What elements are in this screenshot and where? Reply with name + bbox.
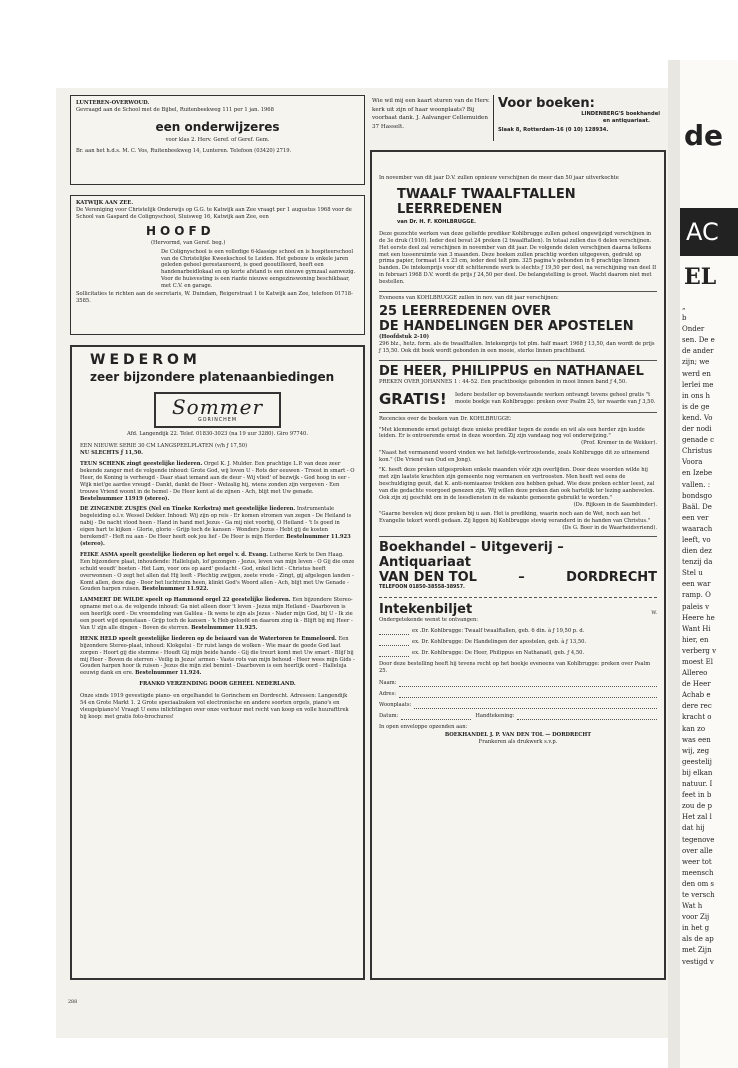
book-author: van Dr. H. F. KOHLBRUGGE. [397,218,476,225]
form-title: Intekenbiljet [379,602,473,618]
book-description: Deze gezochte werken van deze geliefde prediker Kohlbrugge zullen geheel ongewijzigd verschijnen in de 3e druk (1910). Ieder deel bevat 24 preken (2 twaalftallen). In totaal zullen dus 6 delen verschijnen. Het eerste deel zal verschijnen in november van dit jaar. De volgende delen verschijnen daarna telkens met een tussenruimte van 3 maanden. Deze boeken zullen prachtig worden uitgegeven, gedrukt op prima papier, formaat 14 x 23 cm, ieder deel telt pim. 325 pagina's gebonden in 6 prachtige linnen banden. De intekenprijs voor dit schitterende werk is slechts ƒ 19,50 per deel, na verschijning van deel II in februari 1968 D.V. wordt de prijs ƒ 24,50 per deel. De belangstelling is groot. Wacht daarom niet met bestellen. [379,230,657,286]
ad-title: KATWIJK AAN ZEE. [76,200,134,206]
record-title: HENK HELD speelt geestelijke liederen op de beiaard van de Watertoren te Emmeloord. [80,635,337,642]
facing-text-line: moest El [682,658,713,666]
review-source: (Ds G. Boer in de Waarheidsvriend). [562,525,657,532]
reviews-title: Recencies over de boeken van Dr. KOHLBRUGGE: [379,415,512,422]
book-title-3: 25 LEERREDENEN OVER [379,303,552,319]
order-options [379,628,657,657]
field-naam[interactable] [379,680,657,687]
facing-text-line: in het g [682,924,710,933]
ad-wederom [70,345,365,980]
ad-title: LUNTEREN-OVERWOUD. [76,100,150,106]
ad-intro: De Vereniging voor Christelijk Onderwijs op G.G. te Katwijk aan Zee vraagt per 1 augustus 1968 voor de School van Gaspard de Colignyschool, Sluisweg 16, Katwijk aan Zee, een [76,206,352,220]
order-option[interactable] [379,628,657,635]
facing-text-line: werd en [682,369,711,378]
facing-text-line: tenzij da [682,558,713,567]
also-text: Eveneens van KOHLBRUGGE zullen in nov. van dit jaar verschijnen: [379,295,559,302]
order-option-label: ex .Dr. Kohlbrugge: Twaalf twaalftallen, geb. 6 din. à ƒ 19,50 p. d. [412,628,585,635]
review-source: (Ds. Rijksen in de Saambinder). [573,501,657,508]
facing-text-line: de ander [682,347,714,356]
facing-text-line: weer tot [682,857,712,866]
record-order-number: Bestelnummer 11.925. [191,624,258,631]
field-datum[interactable] [379,713,657,720]
field-woonplaats[interactable] [379,702,657,709]
form-code: W. [651,611,657,617]
divider [493,95,494,141]
record-description: Orgel K. J. Mulder. Een prachtige L.P. van deze zeer bekende zanger met de volgende inhoud: Grote God, wij loven U - Rots der eeuwen - Troost in smart - O Heer, de Koning is verheugd - Daar staat iemand aan de deur - Wij vlied' of bezwijk - God hoog in eer - Wijk niet'ge aardse vreugd - Dankt, dankt de Heer - Welzalig hij, wiens zonden zijn vergeven - Een trouwe Vriend woont in de hemel - De Heer kent al de zijnen - Ach, blijt met Uw genade. [80,461,355,495]
series-price: NU SLECHTS ƒ 11,50. [80,450,143,457]
shop-name-2: en antiquariaat. [602,117,650,124]
facing-text-line: vestigd v [682,957,714,966]
facing-text-line: Achab e [682,691,711,700]
sommer-logo [154,392,281,428]
facing-text-line: meensch [682,868,714,877]
facing-text-line: de Heer [682,680,711,689]
record-order-number: Bestelnummer 11.923 (stereo). [80,534,351,547]
facing-text-line: geestelij [682,757,712,766]
facing-text-line: kan zo [682,724,706,733]
facing-headline-1: de [684,119,724,152]
quantity-field[interactable] [379,629,409,635]
record-list [80,461,355,677]
record-order-number: Bestelnummer 11.924. [135,670,202,677]
record-item [80,461,355,502]
review-quote: "K. heeft deze preken uitgesproken enkele maanden vóór zijn overlijden. Door deze woorden wilde hij met zijn laatste krachten zijn gemeente nog vermanen en vertroosten. Men heeft wel eens de beschuldiging geuit, dat K. anti-nomiaanse trekken zou hebben gehad. Wie deze preken echter leest, zal van die gedachte voorgoed genezen zijn. Wij willen deze preken dan ook hartelijk ter lezing aanbevelen. Ook zijn zij geschikt om in de leesdiensten in de vakante gemeente gebruikt te worden." [379,467,655,501]
field-label: Naam: [379,679,397,686]
facing-text-line: der nodi [682,425,712,434]
review-quote: "Gaarne bevelen wij deze preken bij u aan. Het is prediking, waarin noch aan de Wet, noch aan het Evangelie tekort wordt gedaan. Zij liggen bij Kohlbrugge stevig veranderd in de handen van Christus." [379,511,651,525]
facing-text-line: Baäl. De [682,502,712,511]
facing-text-line: zijn; we [682,358,710,367]
record-description: Een bijzondere Stereo-plaat, inhoud: Klokgelui - Er ruist langs de wolken - Wie maar de goede God laat zorgen - Hoort gij die stemme - Houdt Gij mijn beide hande - Gij die treurt komt met Uw smart - Blijf bij mij Heer - Boven de sterren - Veilig in Jezus' armen - Vaste rots van mijn behoud - Heer wees mijn Gids - Gouden harpen hoor ik ruisen - Jezus die mijn ziel bemint - Daarboven is een heerlijk oord - Halleluja eeuwig dank en ere. [80,635,355,677]
facing-text-line: „ [682,303,686,311]
shop-phone: TELEFOON 01850-38558-38957. [379,585,465,591]
field-label: Handtekening: [475,712,515,719]
facing-text-line: voor Zij [682,913,710,922]
facing-text-line: den om s [682,879,715,888]
record-item [80,597,355,632]
facing-text-line: natuur. I [682,780,713,789]
record-item [80,636,355,677]
facing-text-line: een war [682,580,711,589]
record-item [80,506,355,547]
order-option[interactable] [379,639,657,646]
facing-page [680,60,738,1068]
facing-text-line: Heere he [682,613,715,622]
record-title: LAMMERT DE WILDE speelt op Hammond orgel 22 geestelijke liederen. [80,597,291,604]
ad-sub: voor klas 2. Herv. Geref. of Geref. Gem. [165,136,270,143]
field-label: Datum: [379,712,399,719]
record-title: FEIKE ASMA speelt geestelijke liederen op het orgel v. d. Evang. [80,551,269,558]
ad-closing: Sollicitaties te richten aan de secretaris, W. Duindam, Reigerstraat 1 te Katwijk aan Zee, telefoon 01718-3585. [76,291,353,304]
facing-headline-3: EL [684,264,717,290]
facing-text-line: verberg v [682,646,717,655]
form-footer: In open enveloppe opzenden aan: [379,723,468,730]
facing-text-line: over alle [682,846,713,855]
chapter-note: (Hoofdstuk 2-10) [379,333,430,340]
facing-text-line: bondsgo [682,491,712,500]
facing-text-line: Het zal l [682,813,712,822]
facing-text-line: was een [682,735,711,744]
record-order-number: Bestelnummer 11919 (stereo). [80,495,170,502]
facing-text-line: vallen. : [682,480,711,489]
ad-subtitle: zeer bijzondere platenaanbiedingen [90,370,335,384]
shop-name: VAN DEN TOL [379,570,477,586]
facing-text-line: waarach [682,524,713,533]
record-description: Een bijzondere Stereo-opname met o.a. de volgende inhoud: Ga niet alleen door 't leven - Jezus mijn Heiland - Daarboven is een heerlijk oord - De vreemdeling van Galilea - Ik wens te zijn als Jezus - Nader mijn God, bij U - Ik zie een poort wijd openstaan - Grijp toch de kansen - 'k Heb geloofd en daarom zing ik - Blijft bij mij Heer - Van U zijn alle dingen - Boven de sterren. [80,597,353,631]
ad-lunteren [70,95,365,185]
field-line[interactable] [414,703,657,709]
facing-text-line: kend. Vo [682,413,713,422]
field-line[interactable] [401,714,471,720]
facing-text-line: zou de p [682,802,712,811]
ad-address: Afd. Langendijk 22. Telef. 01830-3023 (na 19 uur 3280). Giro 97740. [127,431,308,438]
facing-text-line: met Zijn [682,946,712,955]
field-adres[interactable] [379,691,657,698]
facing-text-line: ramp. O [682,591,711,600]
ad-kaart: Wie wil mij een kaart sturen van de Herv. kerk uit zijn of haar woonplaats? Bij voorbaat dank. J. Aalvanger Cellemuiden 37 Hasselt. [372,98,490,130]
book-title-5: DE HEER, PHILIPPUS en NATHANAEL [379,363,644,379]
logo-city: GORINCHEM [198,418,237,423]
divider [379,412,657,413]
shipping-note: FRANKO VERZENDING DOOR GEHEEL NEDERLAND. [139,681,296,688]
book-title-2: LEERREDENEN [397,201,503,217]
book-title: TWAALF TWAALFTALLEN [397,186,576,202]
facing-text-line: hier, en [682,635,709,644]
ad-paragraph: Voor de huisvesting is een riante nieuwe eengezinswoning beschikbaar, met C.V. en garage. [161,276,350,290]
divider [379,360,657,361]
ad-title: Voor boeken: [498,96,595,111]
shop-address: Slaak 8, Rotterdam-16 (0 10) 128934. [498,126,609,133]
field-line[interactable] [399,681,657,687]
review-quote: "Met klemmende ernst getuigt deze unieke prediker tegen de zonde en wil als een herder zijn kudde leiden. Er is ontroerende ernst in deze woorden. Zij zijn vandaag nog vol onderwijzing." [379,426,645,440]
gratis-text: Iedere besteller op bovenstaande werken ontvangt tevens geheel gratis "t mooie boekje van Kohlbrugge: preken over Psalm 25, ter waarde van ƒ 3,50. [455,391,656,405]
record-description: Lutherse Kerk te Den Haag. Een bijzondere plaat, inhoudende: Hallelujah, lof gezongen - Jezus, leven van mijn leven - O Gij die onze schuld woudt' boeten - Het Lam, voor ons op aard' geslacht - God, enkel licht - Christus heeft overwonnen - O zegt het allen dat Hij leeft - Plechtig zwijgen, zoete vrede - Zingt, gij afgelegen landen - Komt allen, deze dag - Door het luchtruim heen, klinkt God's Woord allen - Ach, blijt met Uw Genade - Gouden harpen ruisen. [80,551,355,593]
facing-text-line: en Izebe [682,469,713,478]
facing-text-line: Stel u [682,569,703,578]
form-intro: Ondergetekende wenst te ontvangen: [379,617,479,624]
gratis-label: GRATIS! [379,389,447,408]
facing-text-line: leeft, vo [682,535,711,544]
facing-headline-2: AC [680,208,738,256]
facing-text-line: Voora [682,458,703,467]
book-title-4: DE HANDELINGEN DER APOSTELEN [379,318,634,334]
facing-text-line: feet in b [682,791,712,800]
shop-dash: – [518,570,525,586]
facing-text-line: in ons h [682,391,711,400]
ad-voor-boeken [498,96,666,134]
record-title: TEUN SCHENK zingt geestelijke liederen. [80,461,203,468]
field-line[interactable] [399,692,657,698]
ad-kohlbrugge [370,150,666,980]
ad-paragraph: De Colignyschool is een volledige 6-klassige school en is hospiteerschool van de Christelijke Kweekschool te Leiden. Het gebouw is enkele jaren geleden geheel gerestaureerd, is goed geoutilleerd, heeft een handenarbeidlokaal en op korte afstand is een nieuwe gymzaal aanwezig. [161,248,356,276]
ad-sub: (Hervormd, van Geref. beg.) [151,239,226,246]
order-option[interactable] [379,650,657,657]
facing-text-line: kracht o [682,713,712,722]
facing-text-line: als de ap [682,935,714,944]
record-description: Instrumentale begeleiding o.l.v. Wessel Dekker. Inhoud: Wij zijn op reis - Er komen stromen van zegen - De Heiland is nabij - De nacht vlood heen - Hand in hand met Jezus - Ga mij niet voorbij, O Heiland - 't Is goed in eigen hart te kijken - Glorie, glorie - Grijp toch de kansen - Wonders Jezus - Hebt gij de kosten berekend? - Heft nu aan - De Heer heeft ook jou lief - De Heer is mijn Herder. [80,506,352,541]
record-title: DE ZINGENDE ZUSJES (Nel en Tineke Kerkstra) met geestelijke liederen. [80,506,296,513]
cut-line [379,597,657,599]
quantity-field[interactable] [379,651,409,657]
field-line[interactable] [517,714,657,720]
book-description-3: PREKEN OVER JOHANNES 1 : 44-52. Een prachtboekje gebonden in mooi linnen band ƒ 4,50. [379,378,627,385]
facing-text-line: een ver [682,513,709,522]
facing-text-line: genade c [682,436,715,445]
facing-text-line: tegenove [682,835,715,844]
facing-text-line: b [682,314,687,323]
ad-intro: In november van dit jaar D.V. zullen opnieuw verschijnen de meer dan 50 jaar uitverkochte [379,175,619,181]
logo-name: Sommer [171,395,264,419]
ad-katwijk [70,195,365,335]
facing-text-line: Allereo [682,669,708,678]
facing-text-line: paleis v [682,602,710,611]
facing-column [680,302,738,1068]
book-description-2: 296 blz., hetz. form. als de twaalftallen. Intekenprijs tot plm. half maart 1968 ƒ 13,50, dan wordt de prijs ƒ 15,50. Ook dit boek wordt gebonden in een mooie, sterke linnen prachtband. [379,340,655,354]
facing-text-line: Wat h [682,902,703,911]
facing-text-line: Want Hi [682,624,711,633]
page-number: 288 [68,1000,78,1005]
ad-intro: Gevraagd aan de School met de Bijbel, Ruitenbeekweg 111 per 1 jan. 1968 [76,106,274,113]
order-option-label: ex. Dr. Kohlbrugge: De Handelingen der apostelen, geb. à ƒ 13,50. [412,639,587,646]
facing-text-line: dien dez [682,547,712,556]
field-label: Adres: [379,690,397,697]
field-label: Woonplaats: [379,701,412,708]
facing-text-line: wij, zeg [682,746,710,755]
facing-text-line: dat hij [682,824,705,833]
shop-heading: Boekhandel – Uitgeverij – Antiquariaat [379,540,564,571]
ad-heading: HOOFD [146,223,215,238]
form-stamp: Frankeren als drukwerk s.v.p. [478,739,558,746]
facing-text-line: sen. De e [682,336,715,345]
review-source: (Prof. Kremer in de Wekker). [581,440,657,447]
ad-footer: Onze sinds 1919 gevestigde piano- en orgelhandel te Gorinchem en Dordrecht. Adressen: Langendijk 54 en Grote Markt 1. 2 Grote speciaalzaken vol electronische en andere soorten orgels, piano's en vleugelpiano's! Vraagt U eens inlichtingen over onze verhuur met recht van koop en volle huurafttrek bij koop: met gratis foto-brochures! [80,693,349,720]
ad-heading: een onderwijzeres [155,119,280,134]
shop-name: LINDENBERG'S boekhandel [581,111,660,117]
facing-text-line: bij elkan [682,768,713,777]
facing-text-line: te versch [682,890,715,899]
shop-city: DORDRECHT [566,570,657,586]
facing-text-line: lerlei me [682,380,714,389]
order-option-label: ex. Dr. Kohlbrugge: De Heer, Philippus en Nathanaël, geb. ƒ 4,50. [412,650,585,657]
quantity-field[interactable] [379,640,409,646]
divider [379,291,657,292]
record-order-number: Bestelnummer 11.922. [142,586,209,593]
facing-text-line: Christus [682,447,712,456]
form-note: Door deze bestelling heeft hij tevens recht op het boekje eveneens van Kohlbrugge: preken over Psalm 25. [379,661,651,675]
form-address: BOEKHANDEL J. P. VAN DEN TOL — DORDRECHT [444,732,592,739]
review-quote: "Naast het vermanend woord vinden we het liefelijk-vertroostende, zoals Kohlbrugge dit zo uitnemend kon." (De Vriend van Oud en Jong). [379,450,650,464]
divider [379,536,657,537]
facing-text-line: Onder [682,325,705,334]
record-item [80,552,355,593]
facing-text-line: is de ge [682,402,710,411]
facing-text-line: dere rec [682,702,712,711]
ad-title: WEDEROM [90,352,201,368]
ad-body: Br. aan het h.d.s. M. C. Vos, Ruitenbeekweg 14, Lunteren. Telefoon (03420) 2719. [76,147,292,154]
series-text: EEN NIEUWE SERIE 30 CM LANGSPEELPLATEN (v/h ƒ 17,50) [80,443,248,450]
